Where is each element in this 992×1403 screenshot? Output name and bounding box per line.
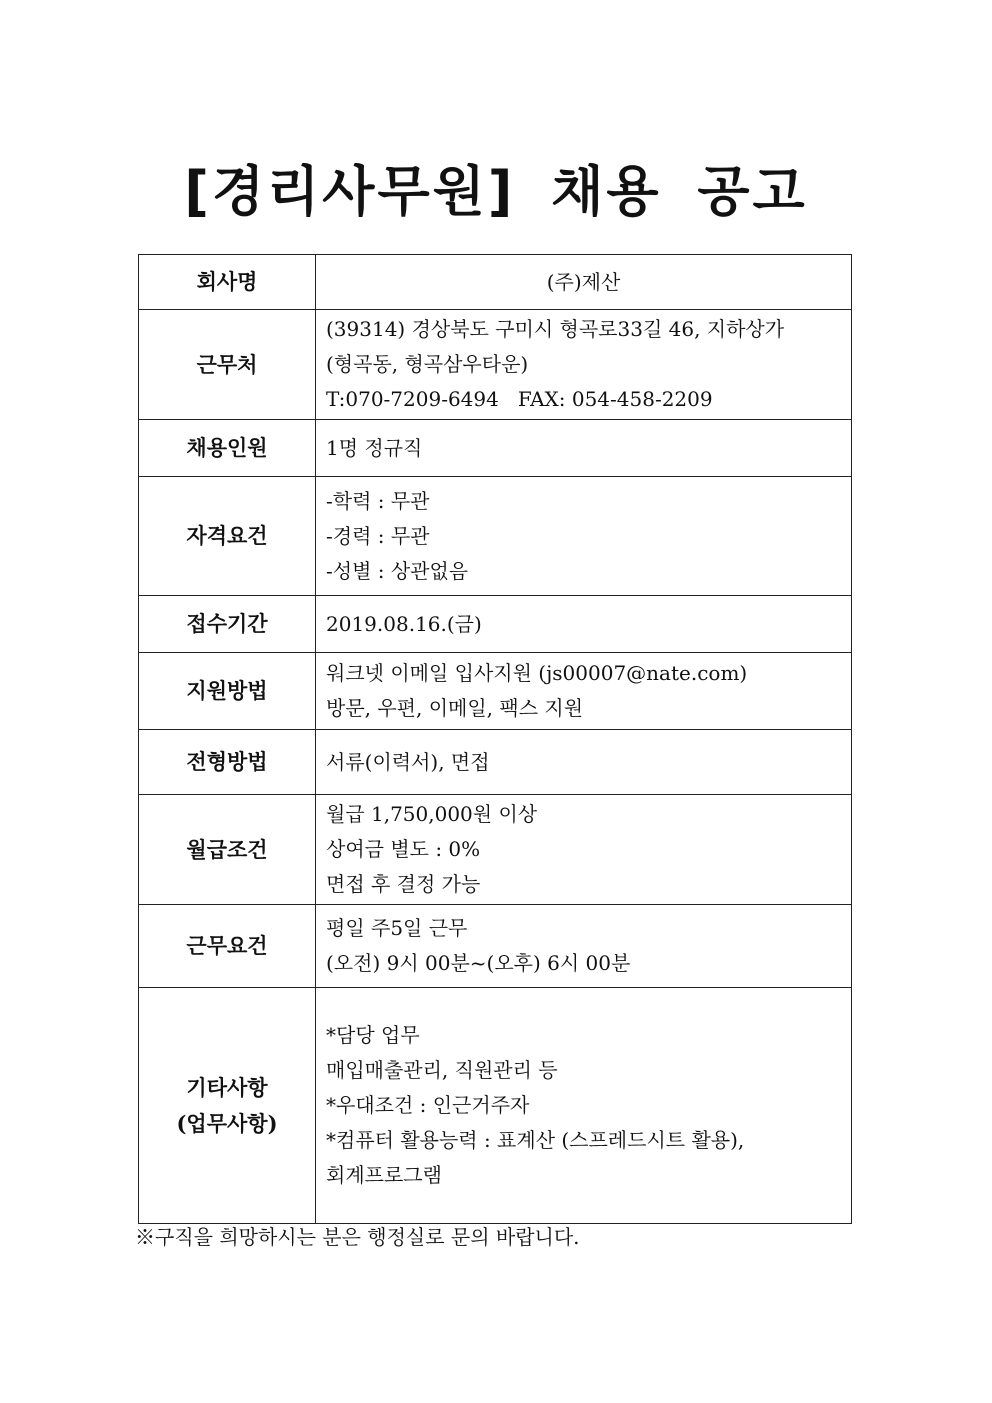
row-label — [139, 255, 316, 310]
value-line: 평일 주5일 근무 — [326, 916, 468, 940]
table-row-other-details — [139, 988, 852, 1224]
contact-note: ※구직을 희망하시는 분은 행정실로 문의 바랍니다. — [135, 1225, 580, 1249]
value-line: 회계프로그램 — [326, 1163, 442, 1187]
row-value — [316, 255, 852, 310]
value-line: *컴퓨터 활용능력 : 표계산 (스프레드시트 활용), — [326, 1128, 745, 1152]
row-value — [316, 730, 852, 795]
row-label — [139, 795, 316, 905]
value-line: T:070-7209-6494 FAX: 054-458-2209 — [326, 387, 713, 411]
value-line: (주)제산 — [546, 269, 621, 294]
row-value — [316, 653, 852, 730]
row-label — [139, 310, 316, 420]
row-label-text: 지원방법 — [186, 678, 268, 703]
row-label — [139, 730, 316, 795]
row-value — [316, 905, 852, 988]
row-label-text: 근무처 — [196, 351, 258, 377]
row-label-text: 월급조건 — [186, 836, 268, 862]
value-line: *담당 업무 — [326, 1023, 420, 1047]
page-title: [경리사무원] 채용 공고 — [184, 160, 808, 223]
table-row-headcount — [139, 420, 852, 477]
value-line: 매입매출관리, 직원관리 등 — [326, 1058, 558, 1082]
table-row-application-method — [139, 653, 852, 730]
table-row-workplace — [139, 310, 852, 420]
row-label-text: 전형방법 — [186, 749, 268, 774]
row-label-text: 기타사항 — [186, 1074, 268, 1100]
row-value — [316, 310, 852, 420]
row-value — [316, 988, 852, 1224]
row-value — [316, 420, 852, 477]
row-value — [316, 477, 852, 596]
value-line: *우대조건 : 인근거주자 — [326, 1093, 530, 1117]
value-line: -경력 : 무관 — [326, 523, 430, 548]
table-row-work-conditions — [139, 905, 852, 988]
value-line: 면접 후 결정 가능 — [326, 872, 481, 896]
table-row-application-period — [139, 596, 852, 653]
value-line: 1명 정규직 — [326, 435, 423, 460]
row-label-text: 접수기간 — [186, 611, 268, 636]
value-line: 2019.08.16.(금) — [326, 611, 482, 636]
row-label — [139, 596, 316, 653]
row-label — [139, 653, 316, 730]
value-line: (39314) 경상북도 구미시 형곡로33길 46, 지하상가 — [326, 317, 785, 341]
job-posting-table — [138, 254, 852, 1224]
value-line: 상여금 별도 : 0% — [326, 837, 481, 861]
row-label-text: 채용인원 — [186, 435, 268, 460]
value-line: (오전) 9시 00분~(오후) 6시 00분 — [326, 951, 631, 975]
table-row-selection-method — [139, 730, 852, 795]
row-label — [139, 477, 316, 596]
row-label-text: 근무요건 — [186, 933, 268, 958]
table-row-qualifications — [139, 477, 852, 596]
value-line: 월급 1,750,000원 이상 — [326, 802, 538, 826]
value-line: -성별 : 상관없음 — [326, 558, 469, 583]
value-line: 워크넷 이메일 입사지원 (js00007@nate.com) — [326, 661, 748, 685]
value-line: (형곡동, 형곡삼우타운) — [326, 352, 529, 376]
row-value — [316, 795, 852, 905]
row-label — [139, 988, 316, 1224]
row-label-text: (업무사항) — [176, 1110, 278, 1136]
row-label-text: 회사명 — [196, 269, 258, 294]
table-row-company — [139, 255, 852, 310]
table-row-salary — [139, 795, 852, 905]
value-line: 방문, 우편, 이메일, 팩스 지원 — [326, 696, 584, 720]
row-label — [139, 420, 316, 477]
value-line: 서류(이력서), 면접 — [326, 749, 490, 774]
row-value — [316, 596, 852, 653]
row-label — [139, 905, 316, 988]
value-line: -학력 : 무관 — [326, 488, 430, 513]
row-label-text: 자격요건 — [186, 523, 268, 548]
